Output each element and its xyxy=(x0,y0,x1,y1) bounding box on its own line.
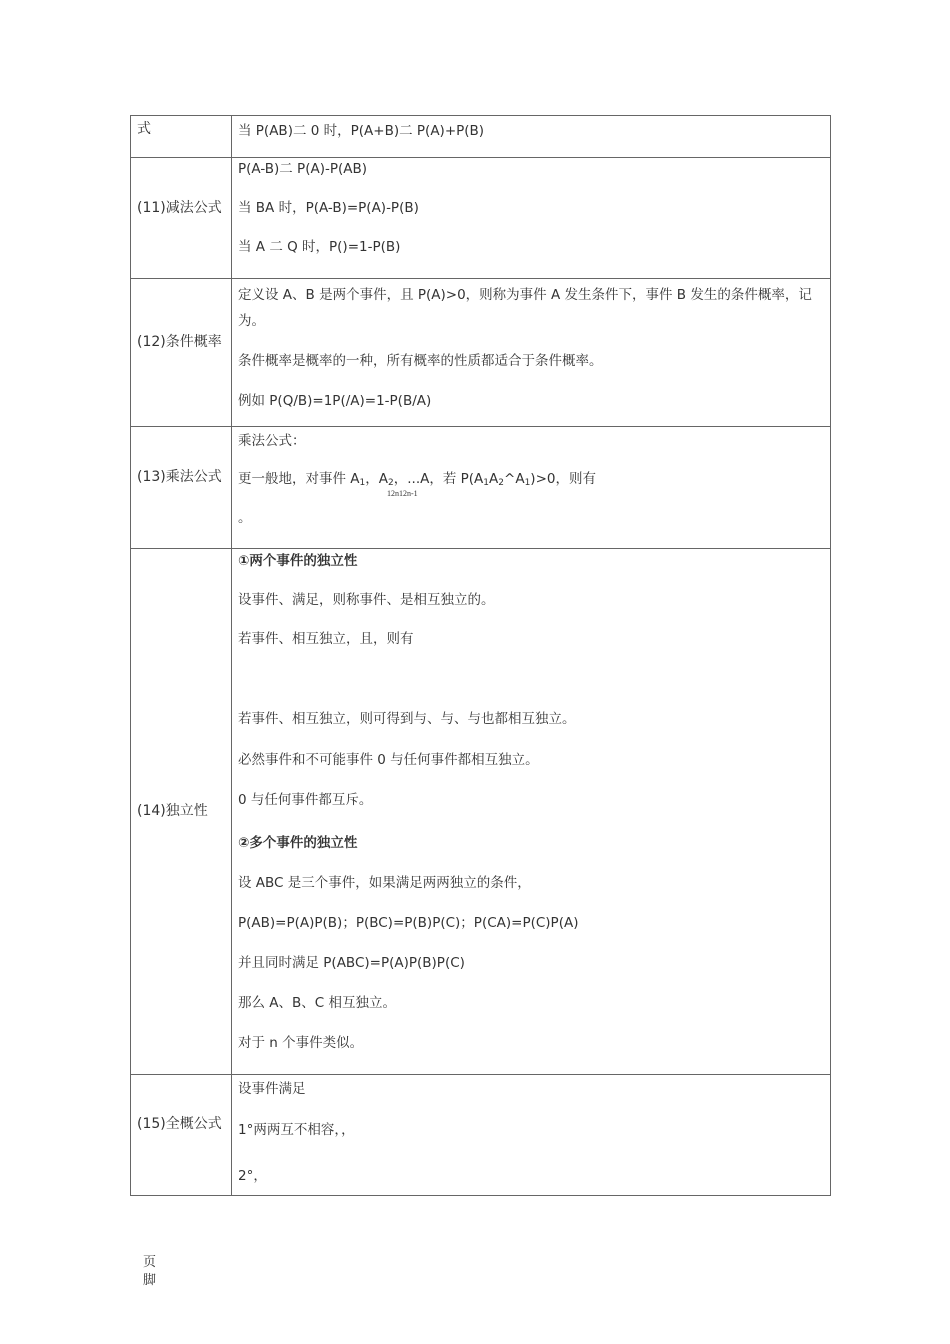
subscript: 1 xyxy=(524,478,531,488)
text-run: )>0，则有 xyxy=(530,471,596,487)
row-content-cell xyxy=(232,279,830,426)
content-line: 设事件、满足，则称事件、是相互独立的。 xyxy=(238,592,495,608)
content-line: 若事件、相互独立，则可得到与、与、与也都相互独立。 xyxy=(238,711,576,727)
subscript: 2 xyxy=(498,478,505,488)
subscript: 1 xyxy=(483,478,490,488)
content-line: 条件概率是概率的一种，所有概率的性质都适合于条件概率。 xyxy=(238,353,603,369)
page-footer: 页脚 xyxy=(143,1255,157,1288)
row-content-cell xyxy=(232,549,830,1074)
row-label: (14)独立性 xyxy=(137,803,208,819)
text-run: ，A xyxy=(365,471,389,487)
content-line: 。 xyxy=(238,510,252,526)
row-label-cell xyxy=(131,116,232,157)
subscript: 2 xyxy=(388,478,394,488)
content-line: 并且同时满足 P(ABC)=P(A)P(B)P(C) xyxy=(238,955,465,971)
table-row xyxy=(130,116,831,158)
table-row xyxy=(130,1075,831,1196)
text-run: ^A xyxy=(504,471,525,487)
row-label: (15)全概公式 xyxy=(137,1116,222,1132)
content-line: 设事件满足 xyxy=(238,1081,306,1097)
content-line: 那么 A、B、C 相互独立。 xyxy=(238,995,397,1011)
content-line: 当 P(AB)二 0 时，P(A+B)二 P(A)+P(B) xyxy=(238,123,485,139)
content-line: 若事件、相互独立，且，则有 xyxy=(238,631,414,647)
content-line: 定义设 A、B 是两个事件，且 P(A)>0，则称为事件 A 发生条件下，事件 B 发生的条件概率，记为。 xyxy=(238,287,812,329)
text-run: ，...A，若 P(A xyxy=(393,471,484,487)
content-line: 当 BA 时，P(A-B)=P(A)-P(B) xyxy=(238,200,419,216)
section-heading: ①两个事件的独立性 xyxy=(238,553,358,569)
content-line xyxy=(238,469,824,493)
content-line: 0 与任何事件都互斥。 xyxy=(238,792,373,808)
row-label-cell xyxy=(131,1075,232,1195)
content-line: 1°两两互不相容，， xyxy=(238,1122,355,1138)
text-run: A xyxy=(489,471,499,487)
content-line: 对于 n 个事件类似。 xyxy=(238,1035,364,1051)
row-content-cell xyxy=(232,116,830,157)
subscript: 1 xyxy=(359,478,366,488)
row-content-cell xyxy=(232,158,830,278)
content-line: 必然事件和不可能事件 0 与任何事件都相互独立。 xyxy=(238,752,539,768)
content-line: P(A-B)二 P(A)-P(AB) xyxy=(238,161,368,177)
content-line: 例如 P(Q/B)=1P(/A)=1-P(B/A) xyxy=(238,393,432,409)
row-label: 式 xyxy=(137,121,151,137)
row-label-cell xyxy=(131,549,232,1074)
content-line: 设 ABC 是三个事件，如果满足两两独立的条件， xyxy=(238,875,531,891)
content-line: 当 A 二 Q 时，P()=1-P(B) xyxy=(238,239,401,255)
row-label-cell xyxy=(131,427,232,548)
table-row xyxy=(130,158,831,279)
table-row xyxy=(130,279,831,427)
formula-table xyxy=(130,115,831,1196)
content-line: 2°， xyxy=(238,1168,267,1184)
row-label-cell xyxy=(131,158,232,278)
text-run: 更一般地，对事件 A xyxy=(238,471,360,487)
content-line: P(AB)=P(A)P(B)；P(BC)=P(B)P(C)；P(CA)=P(C)P(A) xyxy=(238,915,579,931)
table-row xyxy=(130,549,831,1075)
content-line: 乘法公式： xyxy=(238,433,306,449)
table-row xyxy=(130,427,831,549)
row-label: (11)减法公式 xyxy=(137,200,222,216)
row-label-cell xyxy=(131,279,232,426)
section-heading: ②多个事件的独立性 xyxy=(238,835,358,851)
row-content-cell xyxy=(232,1075,830,1195)
row-label: (12)条件概率 xyxy=(137,334,222,350)
row-content-cell xyxy=(232,427,830,548)
index-note: 12n12n-1 xyxy=(387,489,418,498)
row-label: (13)乘法公式 xyxy=(137,469,222,485)
